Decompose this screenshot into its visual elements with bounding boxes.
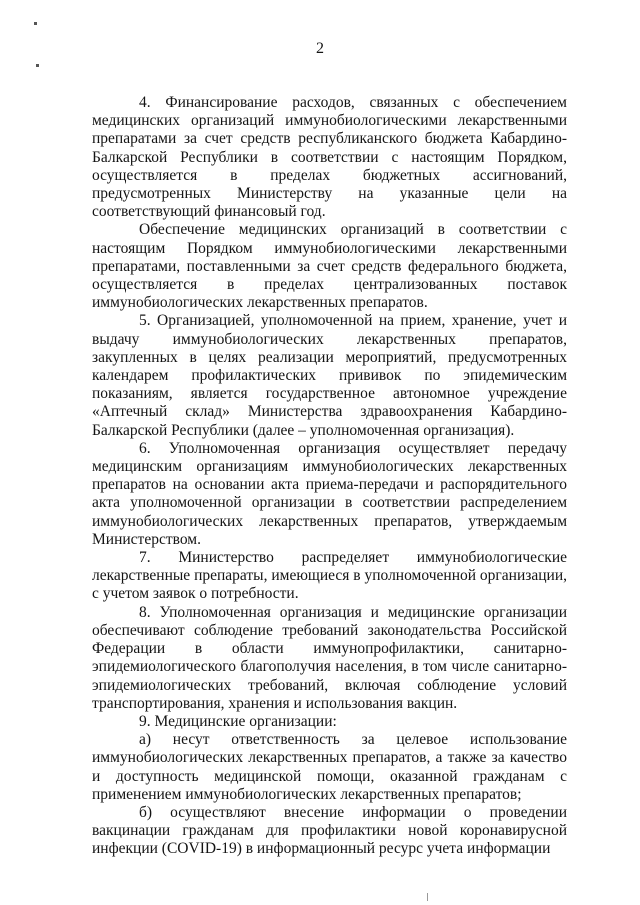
paragraph-7-distribution: 7. Министерство распределяет иммунобиологические лекарственные препараты, имеющиеся в уполномоченной организации, с учетом заявок о потребности.: [92, 549, 567, 603]
paragraph-6-transfer: 6. Уполномоченная организация осуществляет передачу медицинским организациям иммунобиологических лекарственных препаратов на основании акта приема-передачи и распорядительного акта уполномоченной организации в соответствии распределением иммунобиологических лекарственных препаратов, утверждаемым Министерством.: [92, 439, 567, 548]
scan-artifact-line: [427, 893, 428, 901]
paragraph-4-financing: 4. Финансирование расходов, связанных с обеспечением медицинских организаций иммунобиологическими лекарственными препаратами за счет средств республиканского бюджета Кабардино-Балкарской Республики в соответствии с настоящим Порядком, осуществляется в пределах бюджетных ассигнований, предусмотренных Министерству на указанные цели на соответствующий финансовый год.: [92, 94, 567, 221]
page-number: 2: [316, 40, 324, 57]
paragraph-9a-responsibility: а) несут ответственность за целевое использование иммунобиологических лекарственных препаратов, а также за качество и доступность медицинской помощи, оказанной гражданам с применением иммунобиологических лекарственных препаратов;: [92, 731, 567, 803]
paragraph-federal-supply: Обеспечение медицинских организаций в соответствии с настоящим Порядком иммунобиологическими лекарственными препаратами, поставленными за счет средств федерального бюджета, осуществляется в пределах централизованных поставок иммунобиологических лекарственных препаратов.: [92, 221, 567, 312]
scan-artifact-dot: [34, 22, 37, 25]
paragraph-5-authorized-org: 5. Организацией, уполномоченной на прием, хранение, учет и выдачу иммунобиологических лекарственных препаратов, закупленных в целях реализации мероприятий, предусмотренных календарем профилактических прививок по эпидемическим показаниям, является государственное автономное учреждение «Аптечный склад» Министерства здравоохранения Кабардино-Балкарской Республики (далее – уполномоченная организация).: [92, 312, 567, 439]
paragraph-9-heading: 9. Медицинские организации:: [139, 712, 337, 730]
paragraph-8-compliance: 8. Уполномоченная организация и медицинские организации обеспечивают соблюдение требований законодательства Российской Федерации в области иммунопрофилактики, санитарно-эпидемиологического благополучия населения, в том числе санитарно-эпидемиологических требований, включая соблюдение условий транспортирования, хранения и использования вакцин.: [92, 603, 567, 712]
document-body: [92, 94, 567, 859]
paragraph-9b-covid-info: б) осуществляют внесение информации о проведении вакцинации гражданам для профилактики новой коронавирусной инфекции (COVID-19) в информационный ресурс учета информации: [92, 803, 567, 858]
scan-artifact-dot: [36, 64, 39, 67]
